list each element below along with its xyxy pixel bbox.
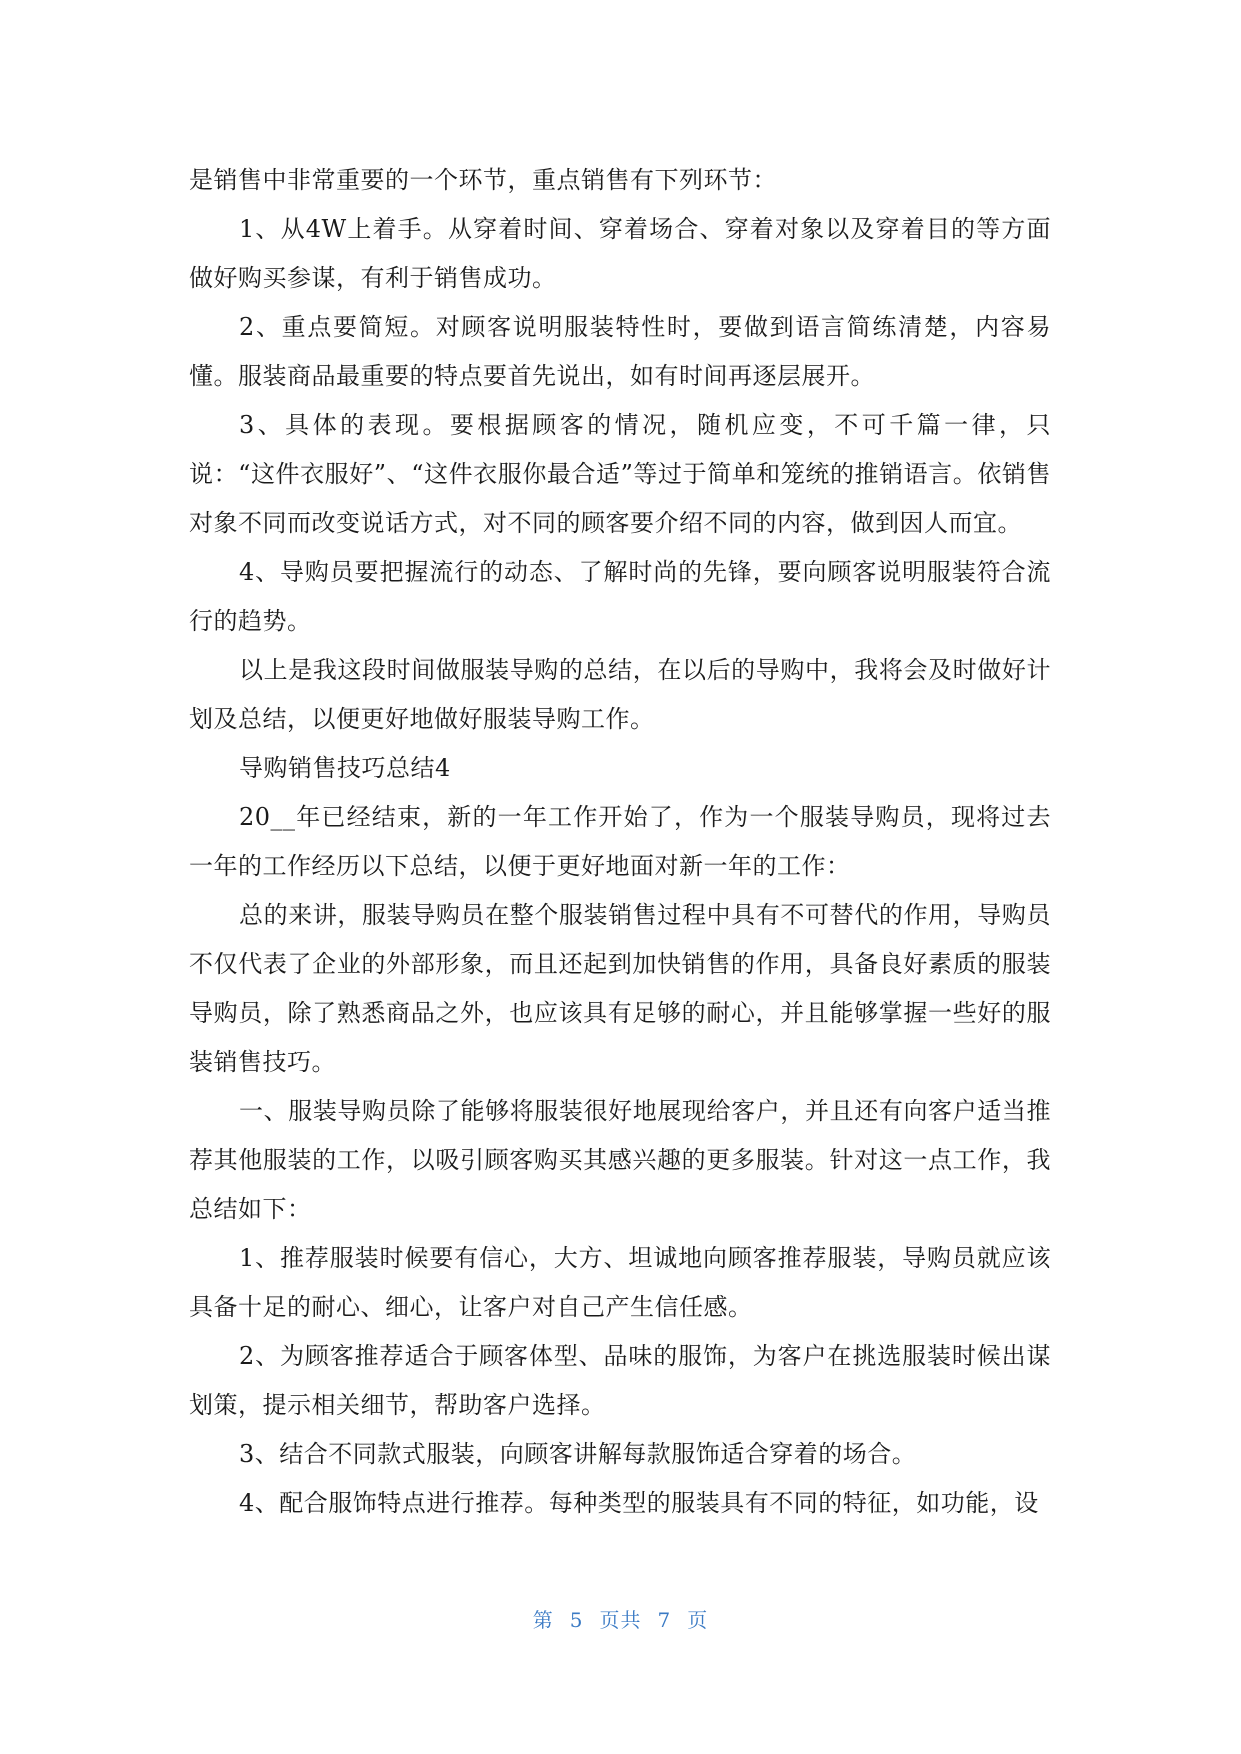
section-heading: 导购销售技巧总结4: [239, 754, 451, 782]
paragraph: 3、结合不同款式服装，向顾客讲解每款服饰适合穿着的场合。: [239, 1440, 917, 1468]
paragraph: 是销售中非常重要的一个环节，重点销售有下列环节：: [189, 166, 777, 194]
paragraph: 4、导购员要把握流行的动态、了解时尚的先锋，要向顾客说明服装符合流行的趋势。: [189, 558, 1051, 635]
paragraph: 1、从4W上着手。从穿着时间、穿着场合、穿着对象以及穿着目的等方面做好购买参谋，有利于销售成功。: [189, 215, 1051, 292]
paragraph: 一、服装导购员除了能够将服装很好地展现给客户，并且还有向客户适当推荐其他服装的工作，以吸引顾客购买其感兴趣的更多服装。针对这一点工作，我总结如下：: [189, 1097, 1051, 1223]
footer-middle: 页共: [599, 1608, 642, 1632]
page-number-current: 5: [569, 1608, 584, 1632]
paragraph: 20__年已经结束，新的一年工作开始了，作为一个服装导购员，现将过去一年的工作经历以下总结，以便于更好地面对新一年的工作：: [189, 803, 1051, 880]
footer-suffix: 页: [687, 1608, 709, 1632]
page-footer: [0, 1604, 1241, 1633]
paragraph: 2、为顾客推荐适合于顾客体型、品味的服饰，为客户在挑选服装时候出谋划策，提示相关细节，帮助客户选择。: [189, 1342, 1051, 1419]
page-number-total: 7: [657, 1608, 672, 1632]
paragraph: 1、推荐服装时候要有信心，大方、坦诚地向顾客推荐服装，导购员就应该具备十足的耐心、细心，让客户对自己产生信任感。: [189, 1244, 1051, 1321]
paragraph: 3、具体的表现。要根据顾客的情况，随机应变，不可千篇一律，只说：“这件衣服好”、“这件衣服你最合适”等过于简单和笼统的推销语言。依销售对象不同而改变说话方式，对不同的顾客要介绍不同的内容，做到因人而宜。: [189, 411, 1051, 537]
footer-prefix: 第: [532, 1608, 554, 1632]
paragraph: 总的来讲，服装导购员在整个服装销售过程中具有不可替代的作用，导购员不仅代表了企业的外部形象，而且还起到加快销售的作用，具备良好素质的服装导购员，除了熟悉商品之外，也应该具有足够的耐心，并且能够掌握一些好的服装销售技巧。: [189, 901, 1051, 1076]
paragraph: 以上是我这段时间做服装导购的总结，在以后的导购中，我将会及时做好计划及总结，以便更好地做好服装导购工作。: [189, 656, 1051, 733]
paragraph: 2、重点要简短。对顾客说明服装特性时，要做到语言简练清楚，内容易懂。服装商品最重要的特点要首先说出，如有时间再逐层展开。: [189, 313, 1051, 390]
document-body: [189, 156, 1051, 1528]
paragraph: 4、配合服饰特点进行推荐。每种类型的服装具有不同的特征，如功能，设: [239, 1489, 1039, 1517]
